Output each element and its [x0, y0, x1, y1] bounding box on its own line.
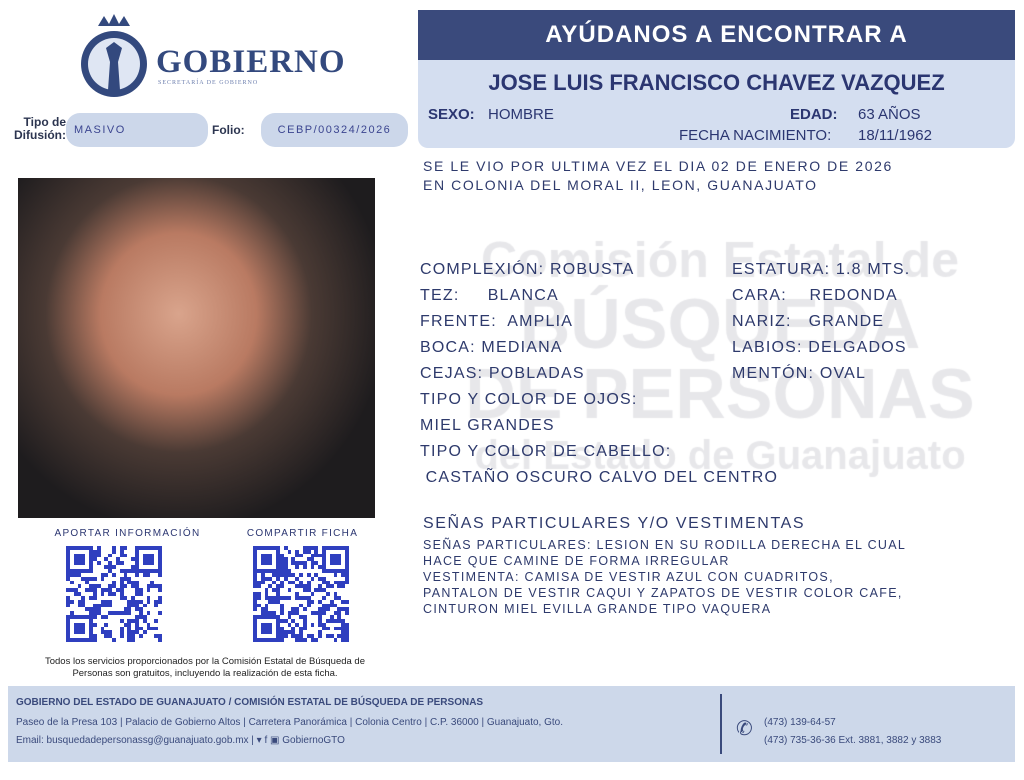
qr-module	[158, 638, 162, 642]
aportar-caption: APORTAR INFORMACIÓN	[54, 528, 201, 539]
footer-address: Paseo de la Presa 103 | Palacio de Gobierno Altos | Carretera Panorámica | Colonia Centro | C.P. 36000 | Guanajuato, Gto.	[16, 717, 564, 728]
compartir-qr-code[interactable]	[253, 546, 349, 642]
footer-phone-1: (473) 139-64-57	[764, 717, 836, 728]
difusion-label: Tipo de Difusión:	[14, 115, 66, 142]
edad-label: EDAD:	[790, 106, 838, 123]
features-left: COMPLEXIÓN: ROBUSTA TEZ: BLANCA FRENTE: AMPLIA BOCA: MEDIANA CEJAS: POBLADAS TIPO Y COLOR DE OJOS: MIEL GRANDES TIPO Y COLOR DE CABELLO: CASTAÑO OSCURO CALVO DEL CENTRO	[420, 261, 779, 486]
footer-title: GOBIERNO DEL ESTADO DE GUANAJUATO / COMISIÓN ESTATAL DE BÚSQUEDA DE PERSONAS	[16, 697, 484, 708]
free-service-note: Todos los servicios proporcionados por la Comisión Estatal de Búsqueda de Personas son gratuitos, incluyendo la realización de esta ficha.	[44, 656, 365, 679]
footer	[8, 686, 1015, 762]
qr-module	[345, 638, 349, 642]
last-seen-text: SE LE VIO POR ULTIMA VEZ EL DIA 02 DE ENERO DE 2026 EN COLONIA DEL MORAL II, LEON, GUANAJUATO	[423, 158, 893, 193]
missing-person-photo	[18, 178, 375, 518]
compartir-caption: COMPARTIR FICHA	[246, 528, 359, 539]
fecha-label: FECHA NACIMIENTO:	[679, 127, 832, 144]
government-seal-logo	[78, 12, 150, 100]
sexo-value: HOMBRE	[488, 106, 554, 123]
folio-label: Folio:	[212, 123, 245, 137]
person-name: JOSE LUIS FRANCISCO CHAVEZ VAZQUEZ	[488, 70, 945, 95]
fecha-value: 18/11/1962	[858, 127, 932, 144]
features-right: ESTATURA: 1.8 MTS. CARA: REDONDA NARIZ: GRANDE LABIOS: DELGADOS MENTÓN: OVAL	[732, 261, 911, 382]
aportar-qr-code[interactable]	[66, 546, 162, 642]
difusion-value: MASIVO	[66, 113, 208, 147]
logo-subtitle: SECRETARÍA DE GOBIERNO	[158, 80, 259, 86]
phone-icon: ✆	[736, 718, 753, 740]
footer-email: Email: busquedadepersonassg@guanajuato.gob.mx | ▾ f ▣ GobiernoGTO	[16, 735, 345, 746]
footer-phone-2: (473) 735-36-36 Ext. 3881, 3882 y 3883	[764, 735, 942, 746]
sexo-label: SEXO:	[428, 106, 475, 123]
header-title: AYÚDANOS A ENCONTRAR A	[418, 10, 1015, 60]
edad-value: 63 AÑOS	[858, 106, 921, 123]
senas-title: SEÑAS PARTICULARES Y/O VESTIMENTAS	[423, 515, 806, 532]
folio-value: CEBP/00324/2026	[261, 113, 408, 147]
footer-divider	[720, 694, 722, 754]
senas-lines: SEÑAS PARTICULARES: LESION EN SU RODILLA DERECHA EL CUAL HACE QUE CAMINE DE FORMA IRREGULAR VESTIMENTA: CAMISA DE VESTIR AZUL CON CUADRITOS, PANTALON DE VESTIR CAQUI Y ZAPATOS DE VESTIR COLOR CAFE, CINTURON MIEL EVILLA GRANDE TIPO VAQUERA	[423, 538, 907, 616]
person-info-box	[418, 60, 1015, 148]
logo-title: GOBIERNO	[156, 44, 346, 80]
